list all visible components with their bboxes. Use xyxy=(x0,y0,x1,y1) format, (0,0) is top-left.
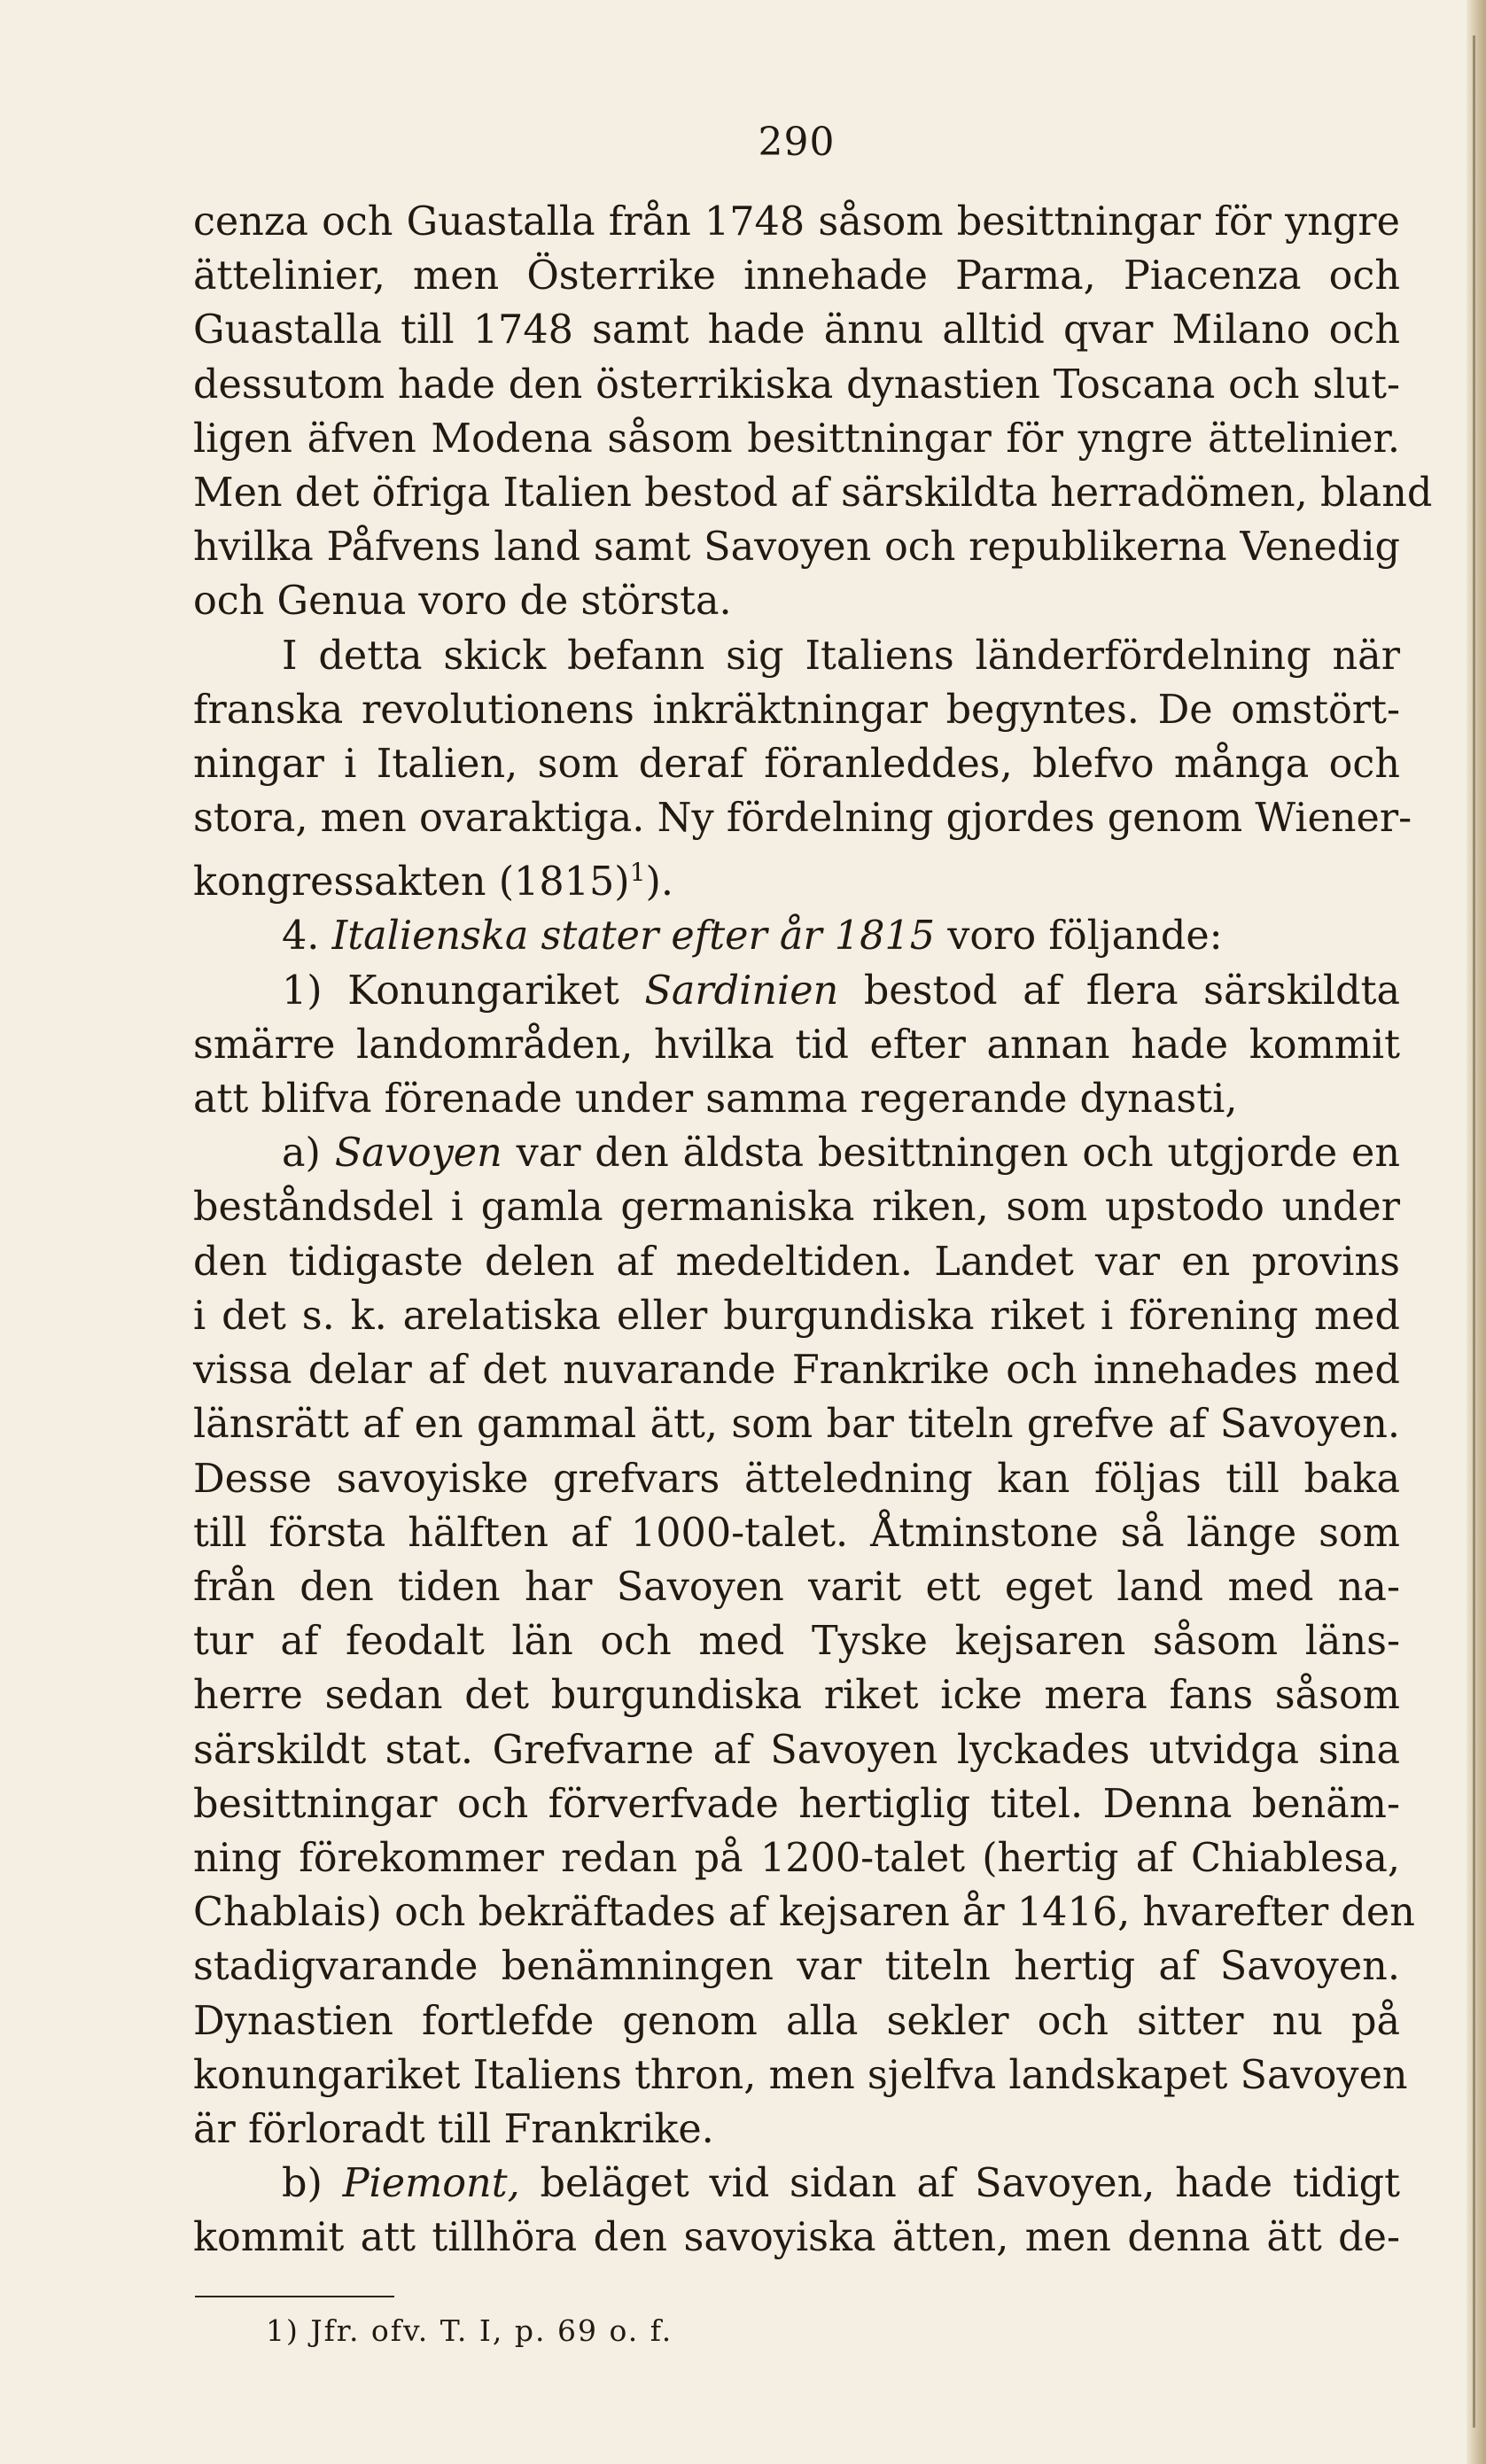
text-line xyxy=(193,1994,1400,2048)
footnote: 1) Jfr. ofv. T. I, p. 69 o. f. xyxy=(266,2312,673,2348)
text-line xyxy=(193,1018,1400,1072)
text-segment: länsrätt af en gammal ätt, som bar titeln grefve af Savoyen. xyxy=(193,1402,1400,1448)
text-segment: att blifva förenade under samma regerande dynasti, xyxy=(193,1077,1238,1123)
text-segment: till första hälften af 1000-talet. Åtminstone så länge som xyxy=(193,1510,1400,1556)
text-segment: franska revolutionens inkräktningar begyntes. De omstört- xyxy=(193,687,1400,733)
text-segment: konungariket Italiens thron, men sjelfva landskapet Savoyen xyxy=(193,2052,1408,2098)
page-number: 290 xyxy=(758,120,836,165)
text-line xyxy=(193,1506,1400,1560)
text-line xyxy=(193,1723,1400,1777)
text-segment: 4. xyxy=(282,913,332,960)
text-segment: stadigvarande benämningen var titeln hertig af Savoyen. xyxy=(193,1944,1400,1990)
text-line xyxy=(193,1180,1400,1234)
text-line xyxy=(193,629,1400,683)
text-segment: I detta skick befann sig Italiens länderfördelning när xyxy=(282,633,1400,679)
text-segment: vissa delar af det nuvarande Frankrike och innehades med xyxy=(193,1348,1400,1394)
text-segment: Chablais) och bekräftades af kejsaren år 1416, hvarefter den xyxy=(193,1890,1415,1936)
text-line xyxy=(193,2211,1400,2265)
italic-term: Italienska stater efter år 1815 xyxy=(331,913,936,960)
text-segment: var den äldsta besittningen och utgjorde en xyxy=(502,1131,1400,1177)
text-line xyxy=(193,358,1400,412)
text-line xyxy=(193,249,1400,303)
text-segment: ningar i Italien, som deraf föranleddes, blefvo många och xyxy=(193,742,1400,788)
text-segment: och Genua voro de största. xyxy=(193,579,732,625)
text-segment: ligen äfven Modena såsom besittningar för yngre ättelinier. xyxy=(193,416,1400,462)
text-segment: bestod af flera särskildta xyxy=(838,968,1400,1014)
text-segment: från den tiden har Savoyen varit ett eget land med na- xyxy=(193,1564,1400,1610)
text-segment: dessutom hade den österrikiska dynastien Toscana och slut- xyxy=(193,361,1400,408)
text-line xyxy=(193,1614,1400,1668)
text-segment: ). xyxy=(645,859,674,906)
text-segment: i det s. k. arelatiska eller burgundiska riket i förening med xyxy=(193,1293,1400,1339)
text-line xyxy=(193,1560,1400,1614)
text-segment: cenza och Guastalla från 1748 såsom besittningar för yngre xyxy=(193,199,1400,245)
text-line xyxy=(193,909,1400,963)
text-segment: kongressakten (1815) xyxy=(193,859,630,906)
text-line xyxy=(193,195,1400,249)
text-segment: a) xyxy=(282,1131,335,1177)
text-line xyxy=(193,1072,1400,1126)
text-line xyxy=(193,2157,1400,2211)
text-segment: Guastalla till 1748 samt hade ännu alltid qvar Milano och xyxy=(193,307,1400,354)
text-segment: tur af feodalt län och med Tyske kejsaren såsom läns- xyxy=(193,1619,1400,1665)
footnote-marker: 1 xyxy=(629,858,646,888)
text-line xyxy=(193,1397,1400,1451)
text-segment: Dynastien fortlefde genom alla sekler och sitter nu på xyxy=(193,1998,1400,2044)
text-line xyxy=(193,1668,1400,1722)
text-line xyxy=(193,791,1412,845)
text-line xyxy=(193,2103,1400,2157)
text-line xyxy=(193,1939,1400,1994)
text-segment: voro följande: xyxy=(935,913,1223,960)
text-segment: 1) Konungariket xyxy=(282,968,645,1014)
text-line xyxy=(193,2048,1408,2103)
text-segment: hvilka Påfvens land samt Savoyen och republikerna Venedig xyxy=(193,525,1400,571)
text-segment: beläget vid sidan af Savoyen, hade tidigt xyxy=(519,2161,1400,2207)
footnote-rule xyxy=(195,2296,394,2297)
text-segment: besittningar och förverfvade hertiglig titel. Denna benäm- xyxy=(193,1781,1400,1827)
text-segment: ning förekommer redan på 1200-talet (hertig af Chiablesa, xyxy=(193,1835,1400,1881)
text-line xyxy=(193,845,1400,909)
text-line xyxy=(193,1343,1400,1397)
text-segment: Desse savoyiske grefvars ätteledning kan följas till baka xyxy=(193,1456,1400,1502)
text-line xyxy=(193,1289,1400,1343)
text-line xyxy=(193,412,1400,466)
text-line xyxy=(193,964,1400,1018)
text-line xyxy=(193,466,1433,520)
text-segment: den tidigaste delen af medeltiden. Landet var en provins xyxy=(193,1239,1400,1285)
text-line xyxy=(193,303,1400,357)
text-segment: Men det öfriga Italien bestod af särskildta herradömen, bland xyxy=(193,470,1433,517)
text-line xyxy=(193,683,1400,737)
book-page xyxy=(193,120,1433,2348)
body-text xyxy=(193,195,1433,2266)
text-segment: b) xyxy=(282,2161,343,2207)
text-segment: kommit att tillhöra den savoyiska ätten, men denna ätt de- xyxy=(193,2215,1400,2261)
italic-term: Sardinien xyxy=(644,968,839,1014)
text-line xyxy=(193,1777,1400,1831)
text-line xyxy=(193,520,1400,574)
text-line xyxy=(193,737,1400,791)
text-segment: ättelinier, men Österrike innehade Parma, Piacenza och xyxy=(193,253,1400,299)
text-line xyxy=(193,1885,1415,1939)
text-line xyxy=(193,1452,1400,1506)
text-line xyxy=(193,1235,1400,1289)
text-segment: beståndsdel i gamla germaniska riken, som upstodo under xyxy=(193,1185,1400,1231)
text-segment: är förloradt till Frankrike. xyxy=(193,2106,714,2152)
page-edge xyxy=(1467,0,1486,2464)
text-line xyxy=(193,574,1400,628)
italic-term: Piemont, xyxy=(342,2161,520,2207)
text-segment: herre sedan det burgundiska riket icke mera fans såsom xyxy=(193,1673,1400,1719)
page-binding-shadow xyxy=(1473,35,1475,2428)
text-segment: smärre landområden, hvilka tid efter annan hade kommit xyxy=(193,1022,1400,1068)
text-line xyxy=(193,1831,1400,1885)
text-segment: stora, men ovaraktiga. Ny fördelning gjordes genom Wiener- xyxy=(193,796,1412,842)
text-segment: särskildt stat. Grefvarne af Savoyen lyckades utvidga sina xyxy=(193,1727,1400,1773)
italic-term: Savoyen xyxy=(334,1131,502,1177)
text-line xyxy=(193,1126,1400,1180)
